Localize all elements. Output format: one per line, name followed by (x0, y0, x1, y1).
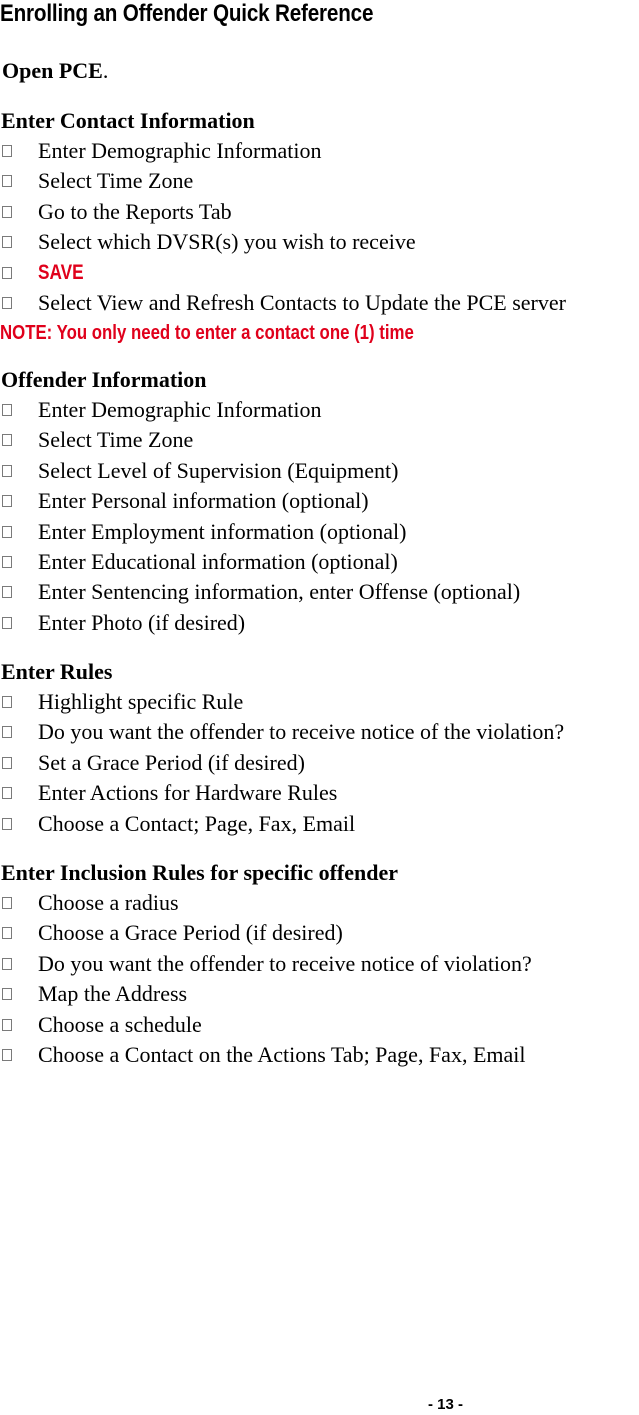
list-item (0, 136, 639, 166)
list-item (0, 288, 639, 318)
list-item-text: Choose a Grace Period (if desired) (38, 920, 343, 946)
checkbox-icon (2, 1019, 12, 1031)
section-enter-rules (0, 657, 639, 839)
list-item (0, 748, 639, 778)
list-item (0, 1040, 639, 1070)
list-item-text: Choose a Contact on the Actions Tab; Page, Fax, Email (38, 1041, 526, 1067)
list-item (0, 608, 639, 638)
list-item-text: Select Level of Supervision (Equipment) (38, 457, 399, 483)
checkbox-icon (2, 818, 12, 830)
list-item-text: Do you want the offender to receive notice of violation? (38, 950, 532, 976)
checkbox-icon (2, 206, 12, 218)
list-item (0, 949, 639, 979)
checkbox-icon (2, 434, 12, 446)
list-item (0, 227, 639, 257)
list-item-text: Enter Employment information (optional) (38, 518, 407, 544)
list-item (0, 197, 639, 227)
list-item-text: Enter Educational information (optional) (38, 548, 398, 574)
list-item (0, 258, 639, 288)
checkbox-icon (2, 526, 12, 538)
contact-note: NOTE: You only need to enter a contact one (1) time (0, 322, 414, 345)
list-item (0, 687, 639, 717)
section-inclusion-rules (0, 858, 639, 1070)
list-item-text: Enter Sentencing information, enter Offense (optional) (38, 579, 521, 605)
checkbox-icon (2, 696, 12, 708)
list-item-text: Highlight specific Rule (38, 689, 244, 714)
section-heading: Enter Inclusion Rules for specific offender (1, 860, 398, 885)
list-item (0, 486, 639, 516)
list-item (0, 395, 639, 425)
list-item (0, 717, 639, 747)
checkbox-icon (2, 175, 12, 187)
list-item (0, 456, 639, 486)
section-heading: Enter Contact Information (1, 108, 255, 133)
checkbox-icon (2, 617, 12, 629)
checkbox-icon (2, 404, 12, 416)
list-item (0, 577, 639, 607)
checkbox-icon (2, 267, 12, 279)
checkbox-icon (2, 988, 12, 1000)
list-item-text: Do you want the offender to receive notice of the violation? (38, 719, 565, 745)
list-item-text: Enter Personal information (optional) (38, 488, 369, 514)
list-item (0, 888, 639, 918)
list-item-text: Select which DVSR(s) you wish to receive (38, 229, 416, 255)
checkbox-icon (2, 586, 12, 598)
list-item-text: Choose a schedule (38, 1011, 202, 1037)
section-offender-information (0, 365, 639, 638)
list-item-text: Set a Grace Period (if desired) (38, 749, 305, 775)
list-item (0, 547, 639, 577)
checkbox-icon (2, 757, 12, 769)
list-item-text: Enter Actions for Hardware Rules (38, 780, 338, 806)
list-item (0, 778, 639, 808)
list-item-text: Select Time Zone (38, 427, 194, 453)
checkbox-icon (2, 236, 12, 248)
list-item-text: Go to the Reports Tab (38, 198, 232, 224)
checkbox-icon (2, 465, 12, 477)
list-item-text: Choose a Contact; Page, Fax, Email (38, 810, 356, 836)
list-item (0, 918, 639, 948)
section-contact-information (0, 106, 639, 348)
page-number: - 13 - (428, 1396, 464, 1413)
list-item (0, 517, 639, 547)
checkbox-icon (2, 897, 12, 909)
list-item-text: Select View and Refresh Contacts to Update the PCE server (38, 289, 566, 315)
list-item-text: Map the Address (38, 981, 188, 1007)
intro-line (2, 58, 108, 84)
list-item-text: Choose a radius (38, 890, 179, 915)
list-item (0, 166, 639, 196)
list-item-text: Select Time Zone (38, 168, 194, 194)
checkbox-icon (2, 556, 12, 568)
list-item (0, 1010, 639, 1040)
list-item (0, 425, 639, 455)
checkbox-icon (2, 297, 12, 309)
list-item (0, 979, 639, 1009)
section-heading: Offender Information (1, 367, 207, 392)
save-text: SAVE (38, 260, 84, 284)
checkbox-icon (2, 958, 12, 970)
list-item-text: Enter Demographic Information (38, 138, 322, 163)
page-title: Enrolling an Offender Quick Reference (0, 0, 374, 27)
checkbox-icon (2, 495, 12, 507)
checkbox-icon (2, 787, 12, 799)
checkbox-icon (2, 726, 12, 738)
section-heading: Enter Rules (1, 659, 113, 684)
checkbox-icon (2, 927, 12, 939)
list-item (0, 809, 639, 839)
list-item-text: Enter Photo (if desired) (38, 609, 246, 635)
intro-rest-text: . (102, 58, 109, 83)
checkbox-icon (2, 145, 12, 157)
checkbox-icon (2, 1049, 12, 1061)
list-item-text: Enter Demographic Information (38, 397, 322, 422)
intro-bold-text: Open PCE (2, 58, 103, 83)
